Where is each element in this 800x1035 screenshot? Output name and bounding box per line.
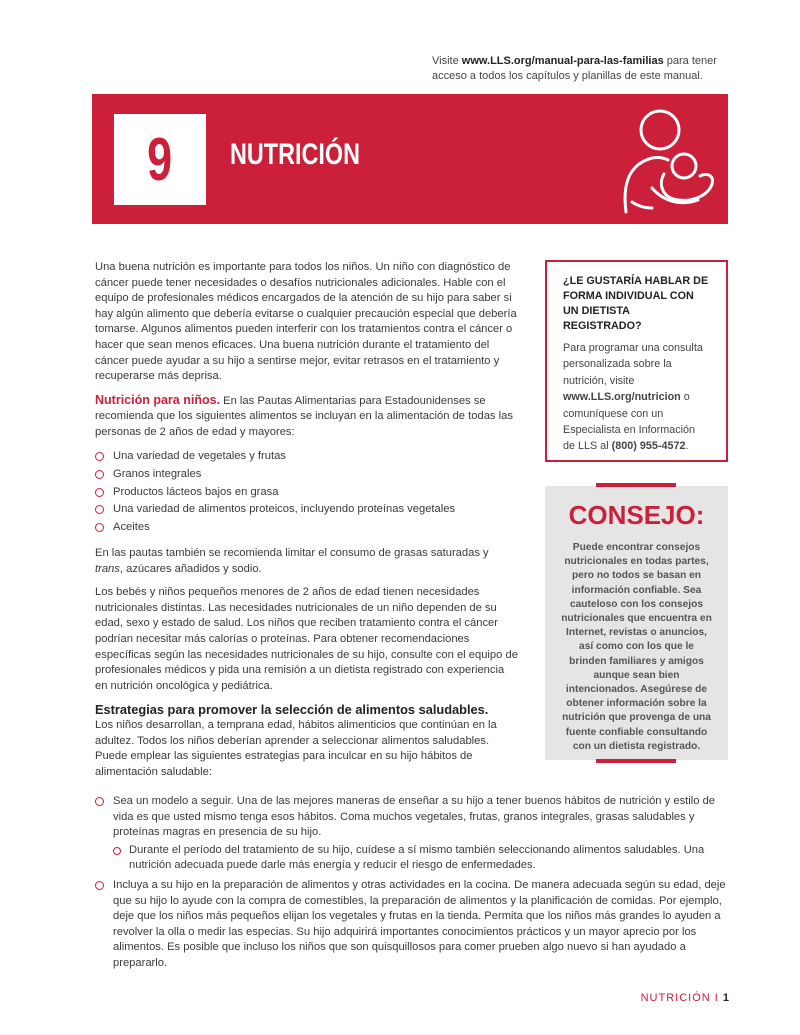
list-item-text: Sea un modelo a seguir. Una de las mejores maneras de enseñar a su hijo a tener buenos hábitos de nutrición y estilo de vida es que usted mismo tenga esos hábitos. Coma muchos vegetales, frutas, granos integrales, grasas saludables y proteínas magras en presencia de su hijo. <box>113 795 716 839</box>
circle-bullet-icon <box>95 881 104 890</box>
sub-list-item-text: Durante el período del tratamiento de su hijo, cuídese a sí mismo también seleccionando alimentos saludables. Una nutrición adecuada puede darle más energía y reducir el riesgo de enfermedades. <box>129 843 705 872</box>
list-item <box>95 520 519 536</box>
list-item <box>95 502 519 518</box>
nutrition-link[interactable]: www.LLS.org/nutricion <box>563 391 681 404</box>
list-item-text: Una variedad de alimentos proteicos, incluyendo proteínas vegetales <box>113 503 456 516</box>
circle-bullet-icon <box>95 505 104 514</box>
circle-bullet-icon <box>95 797 104 806</box>
list-item-text: Aceites <box>113 521 150 534</box>
list-item <box>95 878 731 972</box>
list-item-text: Una variedad de vegetales y frutas <box>113 449 286 462</box>
babies-paragraph: Los bebés y niños pequeños menores de 2 años de edad tienen necesidades nutricionales distintas. Las necesidades nutricionales de un niño dependen de su edad, sexo y estado de salud. Los niños que reciben tratamiento contra el cáncer podrían necesitar más calorías o proteínas. Para obtener recomendaciones específicas según las necesidades nutricionales de su hijo, consulte con el equipo de profesionales médicos y pida una remisión a un dietista registrado con experiencia en nutrición oncológica y pediátrica. <box>95 586 518 692</box>
strategies-paragraph: Los niños desarrollan, a temprana edad, hábitos alimenticios que continúan en la adultez. Todos los niños deberían aprender a seleccionar alimentos saludables. Puede emplear las siguientes estrategias para inculcar en su hijo hábitos de alimentación saludable: <box>95 719 497 778</box>
callout-text-3: . <box>685 440 689 453</box>
footer-separator: I <box>710 992 723 1004</box>
tip-text: Puede encontrar consejos nutricionales en todas partes, pero no todos se basan en información confiable. Sea cauteloso con los consejos nutricionales que encuentra en Internet, revistas o anuncios, así como con los que le brinden familiares y amigos aunque sean bien intencionados. Asegúrese de obtener información sobre la nutrición que provenga de una fuente confiable consultando con un dietista registrado. <box>561 542 712 752</box>
kids-nutrition-paragraph <box>95 393 519 441</box>
tip-top-bar <box>596 483 676 487</box>
callout-heading: ¿LE GUSTARÍA HABLAR DE FORMA INDIVIDUAL CON UN DIETISTA REGISTRADO? <box>563 275 709 332</box>
strategies-heading: Estrategias para promover la selección de alimentos saludables. <box>95 702 489 718</box>
circle-bullet-icon <box>95 470 104 479</box>
list-item-text: Incluya a su hijo en la preparación de alimentos y otras actividades en la cocina. De manera adecuada según su edad, deje que su hijo lo ayude con la compra de comestibles, la preparación de alimentos y la planificación de comidas. Por ejemplo, deje que los niños más pequeños elijan los vegetales y frutas en la tienda. Permita que los niños más grandes lo ayuden a revolver la olla o medir las especias. Su hijo adquirirá importantes conocimientos prácticos y un mayor aprecio por los alimentos. Es posible que incluso los niños que son quisquillosos para comer prueben algo nuevo si han ayudado a prepararlo. <box>113 878 726 969</box>
chapter-number: 9 <box>147 126 173 193</box>
limit-text-before: En las pautas también se recomienda limitar el consumo de grasas saturadas y <box>95 547 489 560</box>
top-note <box>432 54 732 84</box>
strategies-list-section <box>95 794 731 976</box>
list-item <box>95 467 519 483</box>
circle-bullet-icon <box>95 452 104 461</box>
intro-paragraph: Una buena nutrición es importante para todos los niños. Un niño con diagnóstico de cáncer puede tener necesidades o desafíos nutricionales adicionales. Hable con el equipo de profesionales médicos encargados de la atención de su hijo para saber si hay algún alimento que debería evitarse o cualquier precaución especial que debería tomarse. Algunos alimentos pueden interferir con los tratamientos contra el cáncer o hacer que sean menos eficaces. Una buena nutrición durante el tratamiento del cáncer puede ayudar a su hijo a sentirse mejor, evitar retrasos en el tratamiento y recuperarse más deprisa. <box>95 261 517 383</box>
list-item <box>95 449 519 465</box>
circle-bullet-icon <box>113 847 121 855</box>
strategies-list <box>95 794 731 972</box>
tip-bottom-bar <box>596 759 676 763</box>
limit-text-after: , azúcares añadidos y sodio. <box>119 562 262 575</box>
list-item <box>95 485 519 501</box>
kids-nutrition-lead: Nutrición para niños. <box>95 392 221 407</box>
chapter-banner <box>92 94 728 224</box>
parent-holding-child-icon <box>612 102 722 220</box>
top-note-prefix: Visite <box>432 55 462 67</box>
page-footer <box>641 992 730 1004</box>
tip-title: CONSEJO: <box>568 500 705 530</box>
sub-list-item <box>113 843 731 874</box>
limit-text-italic: trans <box>95 562 120 575</box>
list-item-text: Productos lácteos bajos en grasa <box>113 485 279 498</box>
list-item <box>95 794 731 874</box>
chapter-title: NUTRICIÓN <box>230 138 360 171</box>
phone-number[interactable]: (800) 955-4572 <box>611 440 686 453</box>
footer-label: NUTRICIÓN <box>640 992 711 1004</box>
chapter-number-box <box>114 114 206 205</box>
circle-bullet-icon <box>95 488 104 497</box>
top-note-suffix: para tener acceso a todos los capítulos y planillas de este manual. <box>432 55 717 82</box>
callout-text-2: o comuníquese con un Especialista en Información de LLS al <box>563 391 696 453</box>
circle-bullet-icon <box>95 523 104 532</box>
tip-box <box>545 486 728 760</box>
kids-nutrition-text: En las Pautas Alimentarias para Estadounidenses se recomienda que los siguientes alimentos se incluyan en la alimentación de todas las personas de 2 años de edad y mayores: <box>95 394 513 438</box>
main-column <box>95 260 519 788</box>
list-item-text: Granos integrales <box>113 467 202 480</box>
limit-paragraph <box>95 546 519 577</box>
callout-text-1: Para programar una consulta personalizada sobre la nutrición, visite <box>563 342 703 387</box>
dietitian-callout-box <box>545 260 728 462</box>
page-number: 1 <box>722 992 730 1004</box>
callout-text <box>563 340 710 455</box>
food-list <box>95 449 519 537</box>
manual-link[interactable]: www.LLS.org/manual-para-las-familias <box>461 55 664 67</box>
